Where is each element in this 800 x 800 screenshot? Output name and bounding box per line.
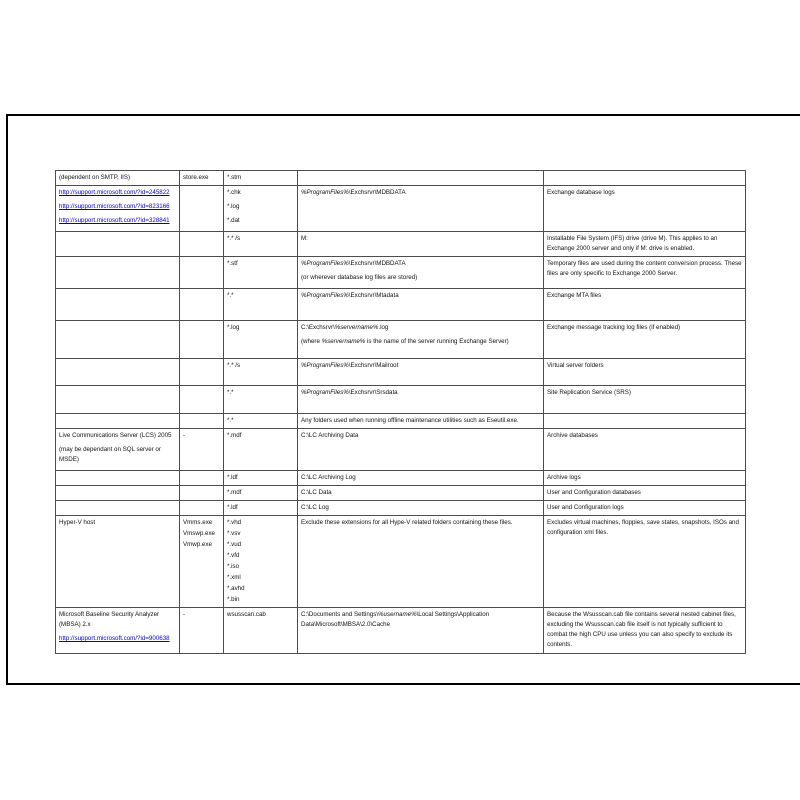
cell-line	[59, 216, 176, 226]
cell-line	[301, 416, 540, 426]
cell-line	[59, 610, 176, 630]
cell-line	[301, 610, 540, 630]
cell-line	[301, 431, 540, 441]
cell-text: Exchange message tracking log files (if enabled)	[547, 324, 681, 331]
table-row	[56, 386, 746, 414]
cell-text: %ProgramFiles%	[301, 362, 349, 369]
kb-article-link[interactable]: http://support.microsoft.com/?id=823166	[59, 203, 170, 210]
cell-line	[59, 431, 176, 441]
table-row	[56, 414, 746, 429]
cell-line	[227, 216, 294, 226]
cell-text: Archive databases	[547, 432, 598, 439]
cell-text: Excludes virtual machines, floppies, save states, snapshots, ISOs and configuration xml files.	[547, 519, 739, 536]
table-row	[56, 257, 746, 289]
cell-text: %ProgramFiles%	[301, 389, 349, 396]
cell-line	[227, 584, 294, 594]
cell-file-type	[224, 257, 298, 289]
kb-article-link[interactable]: http://support.microsoft.com/?id=900638	[59, 635, 170, 642]
cell-location	[298, 608, 544, 654]
cell-process	[180, 232, 224, 257]
cell-text: %ProgramFiles%	[301, 189, 349, 196]
cell-file-type	[224, 486, 298, 501]
cell-process	[180, 516, 224, 608]
cell-remarks	[544, 289, 746, 321]
cell-file-type	[224, 321, 298, 359]
cell-application	[56, 471, 180, 486]
cell-line	[183, 431, 220, 441]
kb-article-link[interactable]: http://support.microsoft.com/?id=245822	[59, 189, 170, 196]
cell-text: (where	[301, 338, 322, 345]
cell-remarks	[544, 516, 746, 608]
cell-line	[59, 188, 176, 198]
cell-text: *.ldf	[227, 474, 238, 481]
cell-process	[180, 486, 224, 501]
cell-text: *.*	[227, 389, 234, 396]
cell-text: Exchange MTA files	[547, 292, 602, 299]
cell-line	[301, 473, 540, 483]
cell-line	[183, 173, 220, 183]
cell-line	[301, 234, 540, 244]
cell-application	[56, 414, 180, 429]
cell-line	[301, 273, 540, 283]
cell-application	[56, 486, 180, 501]
cell-line	[547, 518, 742, 538]
cell-process	[180, 186, 224, 232]
cell-application	[56, 186, 180, 232]
cell-remarks	[544, 414, 746, 429]
table-row	[56, 429, 746, 471]
cell-text: *.iso	[227, 563, 240, 570]
cell-line	[227, 259, 294, 269]
cell-line	[227, 361, 294, 371]
cell-line	[227, 573, 294, 583]
cell-application	[56, 289, 180, 321]
cell-application	[56, 608, 180, 654]
cell-text: Virtual server folders	[547, 362, 604, 369]
cell-file-type	[224, 359, 298, 386]
cell-text: %servername%	[334, 324, 379, 331]
cell-line	[59, 518, 176, 528]
cell-line	[227, 234, 294, 244]
cell-location	[298, 257, 544, 289]
cell-line	[547, 431, 742, 441]
table-row	[56, 516, 746, 608]
table-row	[56, 359, 746, 386]
cell-line	[227, 473, 294, 483]
cell-text: C:\Documents and Settings\	[301, 611, 379, 618]
cell-application	[56, 359, 180, 386]
cell-remarks	[544, 501, 746, 516]
cell-text: *.xml	[227, 574, 241, 581]
cell-text: \Exchsrvr\Srsdata	[348, 389, 398, 396]
cell-line	[59, 634, 176, 644]
cell-remarks	[544, 386, 746, 414]
cell-text: *.stf	[227, 260, 238, 267]
cell-line	[227, 388, 294, 398]
cell-text: C:\LC Data	[301, 489, 332, 496]
cell-line	[227, 173, 294, 183]
cell-text: *.stm	[227, 174, 242, 181]
cell-line	[227, 518, 294, 528]
cell-line	[227, 291, 294, 301]
cell-line	[301, 503, 540, 513]
table-row	[56, 289, 746, 321]
cell-text: wsusscan.cab	[227, 611, 266, 618]
kb-article-link[interactable]: http://support.microsoft.com/?id=328841	[59, 217, 170, 224]
cell-location	[298, 186, 544, 232]
cell-text: store.exe	[183, 174, 209, 181]
table-row	[56, 321, 746, 359]
cell-text: C:\LC Archiving Log	[301, 474, 356, 481]
cell-text: C:\LC Log	[301, 504, 329, 511]
cell-line	[547, 610, 742, 650]
cell-text: Vmwp.exe	[183, 541, 212, 548]
cell-text: *.*	[227, 417, 234, 424]
cell-line	[227, 431, 294, 441]
table-row	[56, 171, 746, 186]
cell-text: Installable File System (IFS) drive (drive M). This applies to an Exchange 2000 server and only if M: drive is enabled.	[547, 235, 718, 252]
cell-line	[227, 595, 294, 605]
cell-line	[301, 518, 540, 528]
cell-line	[59, 445, 176, 465]
cell-text: *.mdf	[227, 432, 242, 439]
cell-remarks	[544, 486, 746, 501]
cell-line	[227, 503, 294, 513]
cell-line	[227, 323, 294, 333]
cell-location	[298, 501, 544, 516]
cell-process	[180, 414, 224, 429]
cell-text: User and Configuration databases	[547, 489, 641, 496]
cell-text: Live Communications Server (LCS) 2005	[59, 432, 172, 439]
cell-location	[298, 289, 544, 321]
cell-text: *.* /s	[227, 362, 241, 369]
cell-line	[227, 551, 294, 561]
cell-text: M:	[301, 235, 308, 242]
cell-line	[183, 518, 220, 528]
cell-file-type	[224, 516, 298, 608]
cell-file-type	[224, 429, 298, 471]
cell-text: \Local Settings\Application Data\Microsoft\MBSA\2.0\Cache	[301, 611, 490, 628]
cell-file-type	[224, 501, 298, 516]
cell-line	[547, 323, 742, 333]
cell-line	[301, 188, 540, 198]
cell-line	[301, 259, 540, 269]
cell-process	[180, 171, 224, 186]
cell-location	[298, 386, 544, 414]
cell-text: Vmswp.exe	[183, 530, 215, 537]
cell-text: .log	[378, 324, 389, 331]
table-row	[56, 186, 746, 232]
cell-line	[227, 188, 294, 198]
table-row	[56, 471, 746, 486]
cell-location	[298, 321, 544, 359]
cell-remarks	[544, 186, 746, 232]
cell-line	[59, 173, 176, 183]
cell-line	[547, 259, 742, 279]
cell-line	[183, 529, 220, 539]
cell-line	[547, 361, 742, 371]
cell-text: Site Replication Service (SRS)	[547, 389, 631, 396]
cell-text: %ProgramFiles%	[301, 292, 349, 299]
cell-text: -	[183, 611, 186, 618]
cell-remarks	[544, 232, 746, 257]
cell-process	[180, 359, 224, 386]
cell-application	[56, 501, 180, 516]
table-row	[56, 486, 746, 501]
cell-text: *.log	[227, 203, 240, 210]
cell-line	[301, 488, 540, 498]
cell-line	[227, 488, 294, 498]
cell-text: Microsoft Baseline Security Analyzer (MBSA) 2.x	[59, 611, 160, 628]
cell-text: *.vhd	[227, 519, 242, 526]
cell-location	[298, 359, 544, 386]
cell-location	[298, 429, 544, 471]
cell-application	[56, 386, 180, 414]
cell-file-type	[224, 186, 298, 232]
cell-file-type	[224, 386, 298, 414]
cell-remarks	[544, 359, 746, 386]
cell-application	[56, 429, 180, 471]
cell-remarks	[544, 171, 746, 186]
table-row	[56, 232, 746, 257]
cell-text: Archive logs	[547, 474, 581, 481]
cell-text: *.mdf	[227, 489, 242, 496]
cell-remarks	[544, 471, 746, 486]
cell-text: \Exchsrvr\Mailroot	[348, 362, 399, 369]
cell-process	[180, 429, 224, 471]
cell-file-type	[224, 608, 298, 654]
cell-text: %username%	[378, 611, 417, 618]
cell-text: %ProgramFiles%	[301, 260, 349, 267]
cell-remarks	[544, 429, 746, 471]
cell-text: -	[183, 432, 186, 439]
cell-process	[180, 471, 224, 486]
table-row	[56, 608, 746, 654]
cell-text: \Exchsrvr\Mtadata	[348, 292, 399, 299]
cell-file-type	[224, 414, 298, 429]
cell-text: (dependent on SMTP, IIS)	[59, 174, 131, 181]
cell-line	[547, 388, 742, 398]
cell-application	[56, 232, 180, 257]
cell-line	[227, 540, 294, 550]
cell-text: Vmms.exe	[183, 519, 213, 526]
cell-file-type	[224, 289, 298, 321]
cell-line	[301, 388, 540, 398]
cell-text: Because the Wsusscan.cab file contains several nested cabinet files, excluding the Wsusscan.cab file itself is not typically sufficient to combat the high CPU use unless you can also specify to exclude its contents.	[547, 611, 736, 648]
cell-location	[298, 516, 544, 608]
cell-line	[547, 188, 742, 198]
table-body	[56, 171, 746, 654]
cell-remarks	[544, 321, 746, 359]
cell-line	[301, 291, 540, 301]
cell-line	[547, 234, 742, 254]
cell-text: *.chk	[227, 189, 241, 196]
cell-text: *.log	[227, 324, 240, 331]
cell-line	[183, 540, 220, 550]
cell-text: *.vud	[227, 541, 242, 548]
cell-text: *.*	[227, 292, 234, 299]
cell-application	[56, 171, 180, 186]
cell-file-type	[224, 232, 298, 257]
cell-line	[301, 337, 540, 347]
cell-text: *.avhd	[227, 585, 245, 592]
cell-line	[183, 610, 220, 620]
exclusions-table	[55, 170, 746, 654]
cell-line	[301, 361, 540, 371]
cell-text: User and Configuration logs	[547, 504, 624, 511]
cell-text: Exclude these extensions for all Hype-V related folders containing these files.	[301, 519, 513, 526]
cell-text: *.bin	[227, 596, 240, 603]
cell-line	[227, 202, 294, 212]
cell-process	[180, 386, 224, 414]
cell-line	[227, 416, 294, 426]
cell-line	[547, 503, 742, 513]
cell-location	[298, 486, 544, 501]
cell-text: *.vfd	[227, 552, 240, 559]
cell-text: *.dat	[227, 217, 240, 224]
cell-text: *.ldf	[227, 504, 238, 511]
cell-location	[298, 232, 544, 257]
cell-process	[180, 289, 224, 321]
cell-text: \Exchsrvr\MDBDATA	[348, 189, 406, 196]
cell-process	[180, 608, 224, 654]
cell-text: Exchange database logs	[547, 189, 615, 196]
cell-line	[547, 488, 742, 498]
cell-text: is the name of the server running Exchange Server)	[365, 338, 509, 345]
cell-process	[180, 257, 224, 289]
cell-process	[180, 501, 224, 516]
cell-text: C:\Exchsrvr\	[301, 324, 335, 331]
cell-text: %servername%	[321, 338, 366, 345]
cell-process	[180, 321, 224, 359]
cell-line	[227, 529, 294, 539]
cell-text: (or wherever database log files are stored)	[301, 274, 418, 281]
cell-remarks	[544, 608, 746, 654]
cell-line	[227, 562, 294, 572]
cell-location	[298, 171, 544, 186]
cell-text: Any folders used when running offline maintenance utilities such as Eseutil.exe.	[301, 417, 519, 424]
cell-text: (may be dependant on SQL server or MSDE)	[59, 446, 161, 463]
cell-application	[56, 321, 180, 359]
cell-text: *.* /s	[227, 235, 241, 242]
cell-remarks	[544, 257, 746, 289]
cell-location	[298, 414, 544, 429]
cell-text: *.vsv	[227, 530, 241, 537]
cell-line	[301, 323, 540, 333]
cell-file-type	[224, 471, 298, 486]
cell-line	[547, 291, 742, 301]
cell-application	[56, 257, 180, 289]
cell-location	[298, 471, 544, 486]
cell-application	[56, 516, 180, 608]
cell-text: Temporary files are used during the content conversion process. These files are only specific to Exchange 2000 Server.	[547, 260, 742, 277]
cell-file-type	[224, 171, 298, 186]
cell-text: C:\LC Archiving Data	[301, 432, 359, 439]
table-row	[56, 501, 746, 516]
cell-line	[59, 202, 176, 212]
cell-line	[227, 610, 294, 620]
cell-text: \Exchsrvr\MDBDATA	[348, 260, 406, 267]
cell-text: Hyper-V host	[59, 519, 96, 526]
cell-line	[547, 473, 742, 483]
